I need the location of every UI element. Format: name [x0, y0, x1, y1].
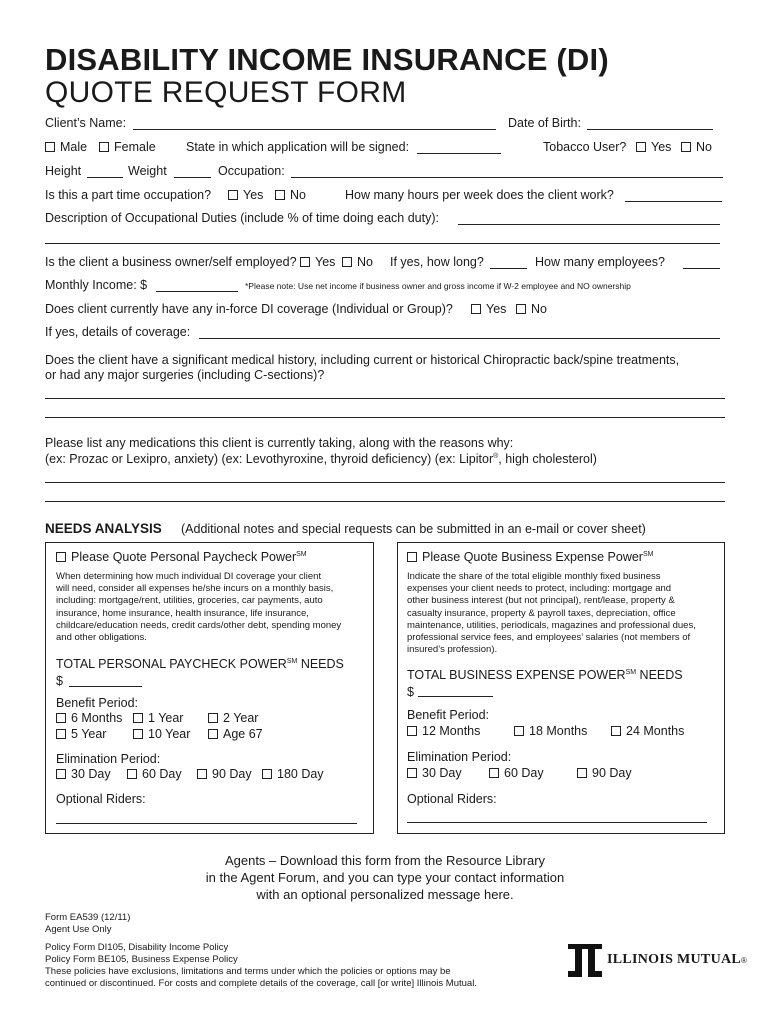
bp-18-months-checkbox[interactable]: [514, 726, 524, 736]
bp-2-year-checkbox[interactable]: [208, 713, 218, 723]
ep-60-day-label: 60 Day: [142, 767, 182, 781]
logo-text: ILLINOIS MUTUAL: [607, 952, 742, 967]
medical-question-line-1: Does the client have a significant medical history, including current or historical Chiropractic back/spine treatments,: [45, 353, 680, 367]
duties-label: Description of Occupational Duties (include % of time doing each duty):: [45, 211, 439, 225]
tobacco-no-checkbox[interactable]: [681, 142, 691, 152]
dob-field[interactable]: [587, 129, 713, 130]
bp-10-year-checkbox[interactable]: [133, 729, 143, 739]
how-long-label: If yes, how long?: [390, 255, 484, 269]
clients-name-label: Client’s Name:: [45, 116, 127, 130]
personal-total-dollar: $: [56, 674, 63, 688]
inforce-yes-checkbox[interactable]: [471, 304, 481, 314]
clients-name-field[interactable]: [133, 129, 496, 130]
height-label: Height: [45, 164, 82, 178]
inforce-no-label: No: [531, 302, 547, 316]
personal-total-label: TOTAL PERSONAL PAYCHECK POWER℠ NEEDS: [56, 657, 344, 671]
bp-12-months-checkbox[interactable]: [407, 726, 417, 736]
income-note: *Please note: Use net income if business owner and gross income if W-2 employee and NO ownership: [245, 281, 631, 291]
medications-question-line-2: (ex: Prozac or Lexipro, anxiety) (ex: Levothyroxine, thyroid deficiency) (ex: Lipitor®, high cholesterol): [45, 452, 597, 466]
agent-use-only: Agent Use Only: [45, 924, 112, 935]
monthly-income-label: Monthly Income: $: [45, 278, 148, 292]
bp-1-year-label: 1 Year: [148, 711, 184, 725]
tobacco-no-label: No: [696, 140, 712, 154]
personal-riders-label: Optional Riders:: [56, 792, 146, 806]
bp-6-months-checkbox[interactable]: [56, 713, 66, 723]
part-time-label: Is this a part time occupation?: [45, 188, 212, 202]
ep-60-day-checkbox[interactable]: [127, 769, 137, 779]
medications-field-line-1[interactable]: [45, 482, 725, 483]
form-number: Form EA539 (12/11): [45, 912, 131, 923]
female-checkbox[interactable]: [99, 142, 109, 152]
occupation-field[interactable]: [291, 177, 723, 178]
ep-180-day-label: 180 Day: [277, 767, 324, 781]
personal-paycheck-description: When determining how much individual DI coverage your client will need, consider all expenses he/she incurs on a monthly basis, including: mortgage/rent, utilities, groceries, car payments, auto insurance, home insurance, health insurance, life insurance, childcare/education needs, credit cards/other debt, spending money and other obligations.: [56, 571, 342, 644]
bp-1-year-checkbox[interactable]: [133, 713, 143, 723]
business-total-label: TOTAL BUSINESS EXPENSE POWER℠ NEEDS: [407, 668, 683, 682]
form-subtitle: QUOTE REQUEST FORM: [45, 76, 407, 109]
details-label: If yes, details of coverage:: [45, 325, 191, 339]
ep-180-day-checkbox[interactable]: [262, 769, 272, 779]
inforce-no-checkbox[interactable]: [516, 304, 526, 314]
be-ep-30-day-checkbox[interactable]: [407, 768, 417, 778]
tobacco-label: Tobacco User?: [543, 140, 627, 154]
policy-form-di105: Policy Form DI105, Disability Income Policy: [45, 942, 229, 953]
bp-12-months-label: 12 Months: [422, 724, 481, 738]
part-time-yes-checkbox[interactable]: [228, 190, 238, 200]
business-owner-no-label: No: [357, 255, 373, 269]
personal-paycheck-check-row: Please Quote Personal Paycheck Power℠: [56, 550, 307, 564]
medical-field-line-1[interactable]: [45, 398, 725, 399]
male-checkbox[interactable]: [45, 142, 55, 152]
hours-field[interactable]: [625, 201, 722, 202]
medications-field-line-2[interactable]: [45, 501, 725, 502]
bp-24-months-label: 24 Months: [626, 724, 685, 738]
ep-90-day-label: 90 Day: [212, 767, 252, 781]
business-total-dollar: $: [407, 685, 414, 699]
weight-label: Weight: [128, 164, 167, 178]
male-label: Male: [60, 140, 88, 154]
tobacco-yes-label: Yes: [651, 140, 672, 154]
business-elimination-label: Elimination Period:: [407, 750, 512, 764]
duties-field[interactable]: [458, 224, 720, 225]
personal-total-field[interactable]: [69, 686, 142, 687]
bp-age-67-checkbox[interactable]: [208, 729, 218, 739]
hours-label: How many hours per week does the client work?: [345, 188, 614, 202]
business-expense-label: Please Quote Business Expense Power: [422, 550, 643, 564]
personal-benefit-label: Benefit Period:: [56, 696, 138, 710]
agents-message: Agents – Download this form from the Resource Library in the Agent Forum, and you can type your contact information with an optional personalized message here.: [205, 853, 565, 902]
tobacco-yes-checkbox[interactable]: [636, 142, 646, 152]
ep-30-day-checkbox[interactable]: [56, 769, 66, 779]
personal-paycheck-label: Please Quote Personal Paycheck Power: [71, 550, 297, 564]
medical-question-line-2: or had any major surgeries (including C-sections)?: [45, 368, 325, 382]
state-field[interactable]: [417, 153, 501, 154]
inforce-label: Does client currently have any in-force DI coverage (Individual or Group)?: [45, 302, 453, 316]
disclaimer-line-2: continued or discontinued. For costs and complete details of the coverage, call [or write] Illinois Mutual.: [45, 978, 477, 989]
personal-riders-field[interactable]: [56, 823, 357, 824]
state-label: State in which application will be signed:: [186, 140, 410, 154]
part-time-no-label: No: [290, 188, 306, 202]
business-owner-yes-label: Yes: [315, 255, 336, 269]
illinois-mutual-emblem-icon: [566, 941, 604, 979]
part-time-yes-label: Yes: [243, 188, 264, 202]
illinois-mutual-logo: ILLINOIS MUTUAL ®: [566, 941, 747, 979]
business-riders-field[interactable]: [407, 822, 707, 823]
bp-10-year-label: 10 Year: [148, 727, 191, 741]
ep-30-day-label: 30 Day: [71, 767, 111, 781]
business-benefit-label: Benefit Period:: [407, 708, 489, 722]
female-label: Female: [114, 140, 156, 154]
employees-field[interactable]: [683, 268, 720, 269]
ep-90-day-checkbox[interactable]: [197, 769, 207, 779]
bp-2-year-label: 2 Year: [223, 711, 259, 725]
business-owner-yes-checkbox[interactable]: [300, 257, 310, 267]
weight-field[interactable]: [174, 177, 211, 178]
employees-label: How many employees?: [535, 255, 665, 269]
monthly-income-field[interactable]: [156, 291, 238, 292]
needs-analysis-title: NEEDS ANALYSIS: [45, 521, 162, 536]
business-total-field[interactable]: [418, 696, 493, 697]
height-field[interactable]: [87, 177, 123, 178]
disclaimer-line-1: These policies have exclusions, limitations and terms under which the policies or options may be: [45, 966, 451, 977]
part-time-no-checkbox[interactable]: [275, 190, 285, 200]
medications-question-line-1: Please list any medications this client is currently taking, along with the reasons why:: [45, 436, 514, 450]
bp-5-year-checkbox[interactable]: [56, 729, 66, 739]
business-owner-label: Is the client a business owner/self employed?: [45, 255, 297, 269]
business-expense-description: Indicate the share of the total eligible monthly fixed business expenses your client needs to protect, including: mortgage and other business interest (but not principal), rent/lease, property & casualty insurance, property & payroll taxes, depreciation, office maintenance, utilities, periodicals, magazines and professional dues, professional service fees, and employees’ salaries (not members of insured’s profession).: [407, 571, 696, 656]
form-title: DISABILITY INCOME INSURANCE (DI): [45, 42, 609, 77]
bp-24-months-checkbox[interactable]: [611, 726, 621, 736]
be-ep-60-day-checkbox[interactable]: [489, 768, 499, 778]
inforce-yes-label: Yes: [486, 302, 507, 316]
bp-5-year-label: 5 Year: [71, 727, 107, 741]
be-ep-60-day-label: 60 Day: [504, 766, 544, 780]
bp-6-months-label: 6 Months: [71, 711, 123, 725]
personal-paycheck-checkbox[interactable]: [56, 552, 66, 562]
personal-elimination-label: Elimination Period:: [56, 752, 161, 766]
duties-field-line-2[interactable]: [45, 243, 720, 244]
business-riders-label: Optional Riders:: [407, 792, 497, 806]
how-long-field[interactable]: [490, 268, 527, 269]
policy-form-be105: Policy Form BE105, Business Expense Policy: [45, 954, 238, 965]
needs-analysis-subtitle: (Additional notes and special requests can be submitted in an e-mail or cover sheet): [181, 522, 646, 536]
be-ep-90-day-checkbox[interactable]: [577, 768, 587, 778]
medical-field-line-2[interactable]: [45, 417, 725, 418]
business-expense-check-row: Please Quote Business Expense Power℠: [407, 550, 653, 564]
dob-label: Date of Birth:: [508, 116, 581, 130]
details-field[interactable]: [199, 338, 720, 339]
business-expense-checkbox[interactable]: [407, 552, 417, 562]
occupation-label: Occupation:: [218, 164, 285, 178]
be-ep-90-day-label: 90 Day: [592, 766, 632, 780]
be-ep-30-day-label: 30 Day: [422, 766, 462, 780]
bp-18-months-label: 18 Months: [529, 724, 588, 738]
bp-age-67-label: Age 67: [223, 727, 263, 741]
business-owner-no-checkbox[interactable]: [342, 257, 352, 267]
